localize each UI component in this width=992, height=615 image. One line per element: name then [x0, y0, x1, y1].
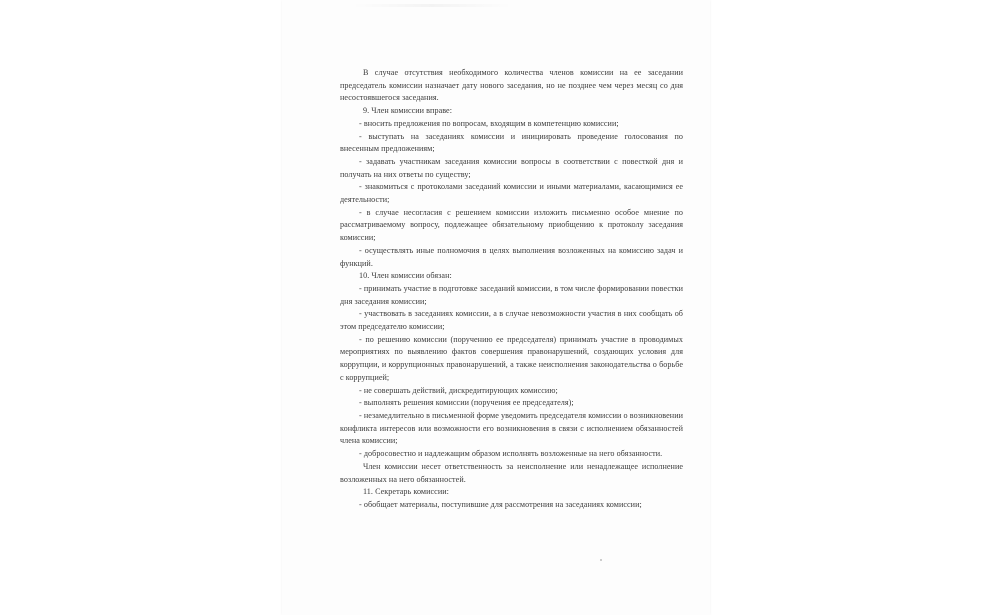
- list-item: - задавать участникам заседания комиссии вопросы в соответствии с повесткой дня и получать на них ответы по существу;: [340, 156, 683, 179]
- scan-artifact: [352, 4, 512, 7]
- list-item: - знакомиться с протоколами заседаний комиссии и иными материалами, касающимися ее деятельности;: [340, 182, 683, 205]
- list-item: - выступать на заседаниях комиссии и инициировать проведение голосования по внесенным предложениям;: [340, 131, 683, 154]
- list-item: - вносить предложения по вопросам, входящим в компетенцию комиссии;: [359, 118, 619, 128]
- list-item: - участвовать в заседаниях комиссии, а в случае невозможности участия в них сообщать об этом председателю комиссии;: [340, 309, 683, 332]
- document-body: [340, 67, 683, 512]
- section-heading-11: 11. Секретарь комиссии:: [363, 487, 449, 497]
- paragraph-responsibility: Член комиссии несет ответственность за неисполнение или ненадлежащее исполнение возложенных на него обязанностей.: [340, 461, 683, 484]
- list-item: - не совершать действий, дискредитирующих комиссию;: [359, 385, 558, 395]
- scan-artifact: [600, 559, 602, 561]
- list-item: - выполнять решения комиссии (поручения ее председателя);: [359, 398, 574, 408]
- list-item: - принимать участие в подготовке заседаний комиссии, в том числе формировании повестки дня заседания комиссии;: [340, 283, 683, 306]
- list-item: - обобщает материалы, поступившие для рассмотрения на заседаниях комиссии;: [359, 499, 642, 509]
- list-item: - осуществлять иные полномочия в целях выполнения возложенных на комиссию задач и функций.: [340, 245, 683, 268]
- section-heading-10: 10. Член комиссии обязан:: [359, 271, 452, 281]
- paragraph-absence: В случае отсутствия необходимого количества членов комиссии на ее заседании председатель комиссии назначает дату нового заседания, но не позднее чем через месяц со дня несостоявшегося заседания.: [340, 68, 683, 103]
- list-item: - в случае несогласия с решением комиссии изложить письменно особое мнение по рассматриваемому вопросу, подлежащее обязательному приобщению к протоколу заседания комиссии;: [340, 207, 683, 243]
- document-page: [282, 0, 710, 615]
- list-item: - незамедлительно в письменной форме уведомить председателя комиссии о возникновении конфликта интересов или возможности его возникновения в связи с исполнением обязанностей члена комиссии;: [340, 410, 683, 446]
- list-item: - добросовестно и надлежащим образом исполнять возложенные на него обязанности.: [359, 449, 663, 459]
- section-heading-9: 9. Член комиссии вправе:: [363, 106, 453, 116]
- list-item: - по решению комиссии (поручению ее председателя) принимать участие в проводимых мероприятиях по выявлению фактов совершения правонарушений, создающих условия для коррупции, и коррупционных правонарушений, а также неисполнения законодательства о борьбе с коррупцией;: [340, 334, 683, 382]
